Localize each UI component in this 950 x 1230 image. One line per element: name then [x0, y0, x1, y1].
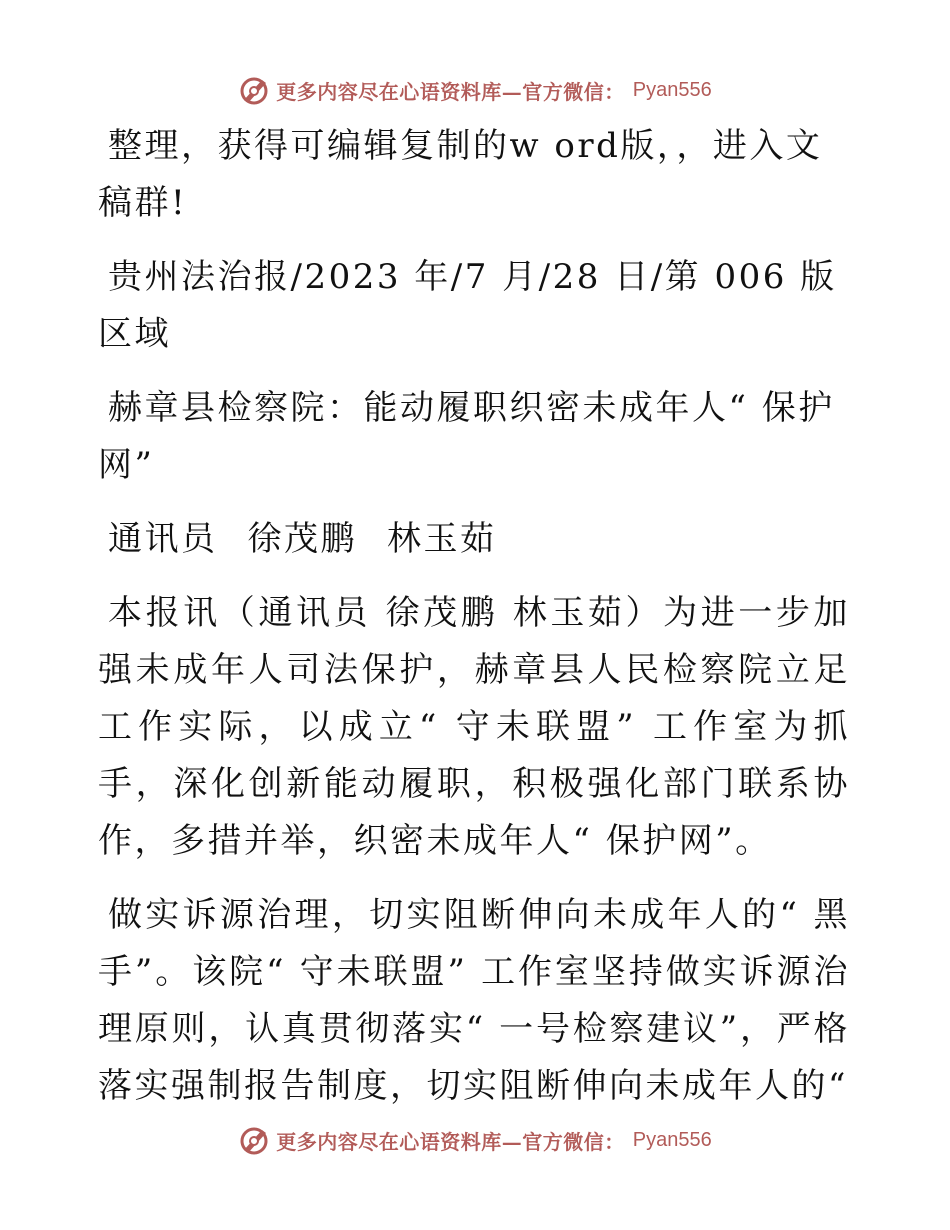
- watermark-handle: Pyan556: [632, 78, 712, 101]
- watermark-header: [0, 70, 950, 110]
- byline: [98, 511, 850, 568]
- body-paragraph-1: 本报讯（通讯员 徐茂鹏 林玉茹）为进一步加强未成年人司法保护，赫章县人民检察院立足工作实际，以成立“ 守未联盟” 工作室为抓手，深化创新能动履职，积极强化部门联系协作，多措并举，织密未成年人“ 保护网”。: [98, 593, 850, 861]
- byline-name-2: 林玉茹: [387, 519, 497, 559]
- body-paragraph-2: 做实诉源治理，切实阻断伸向未成年人的“ 黑手”。该院“ 守未联盟” 工作室坚持做实诉源治理原则，认真贯彻落实“ 一号检察建议”，严格落实强制报告制度，切实阻断伸向未成年人的“: [98, 895, 850, 1106]
- watermark-footer: [0, 1120, 950, 1160]
- intro-paragraph: 整理，获得可编辑复制的w ord版，，进入文稿群!: [98, 126, 823, 223]
- watermark-handle: Pyan556: [632, 1128, 712, 1151]
- watermark-text: 更多内容尽在心语资料库—官方微信：: [276, 1129, 625, 1154]
- source-line: 贵州法治报/2023 年/7 月/28 日/第 006 版区域: [98, 257, 837, 354]
- pen-logo-icon: [238, 74, 270, 106]
- watermark-text: 更多内容尽在心语资料库—官方微信：: [276, 79, 625, 104]
- byline-role: 通讯员: [108, 519, 218, 559]
- pen-logo-icon: [238, 1124, 270, 1156]
- byline-name-1: 徐茂鹏: [247, 519, 357, 559]
- document-body: [98, 118, 850, 1132]
- article-title: 赫章县检察院：能动履职织密未成年人“ 保护网”: [98, 388, 835, 485]
